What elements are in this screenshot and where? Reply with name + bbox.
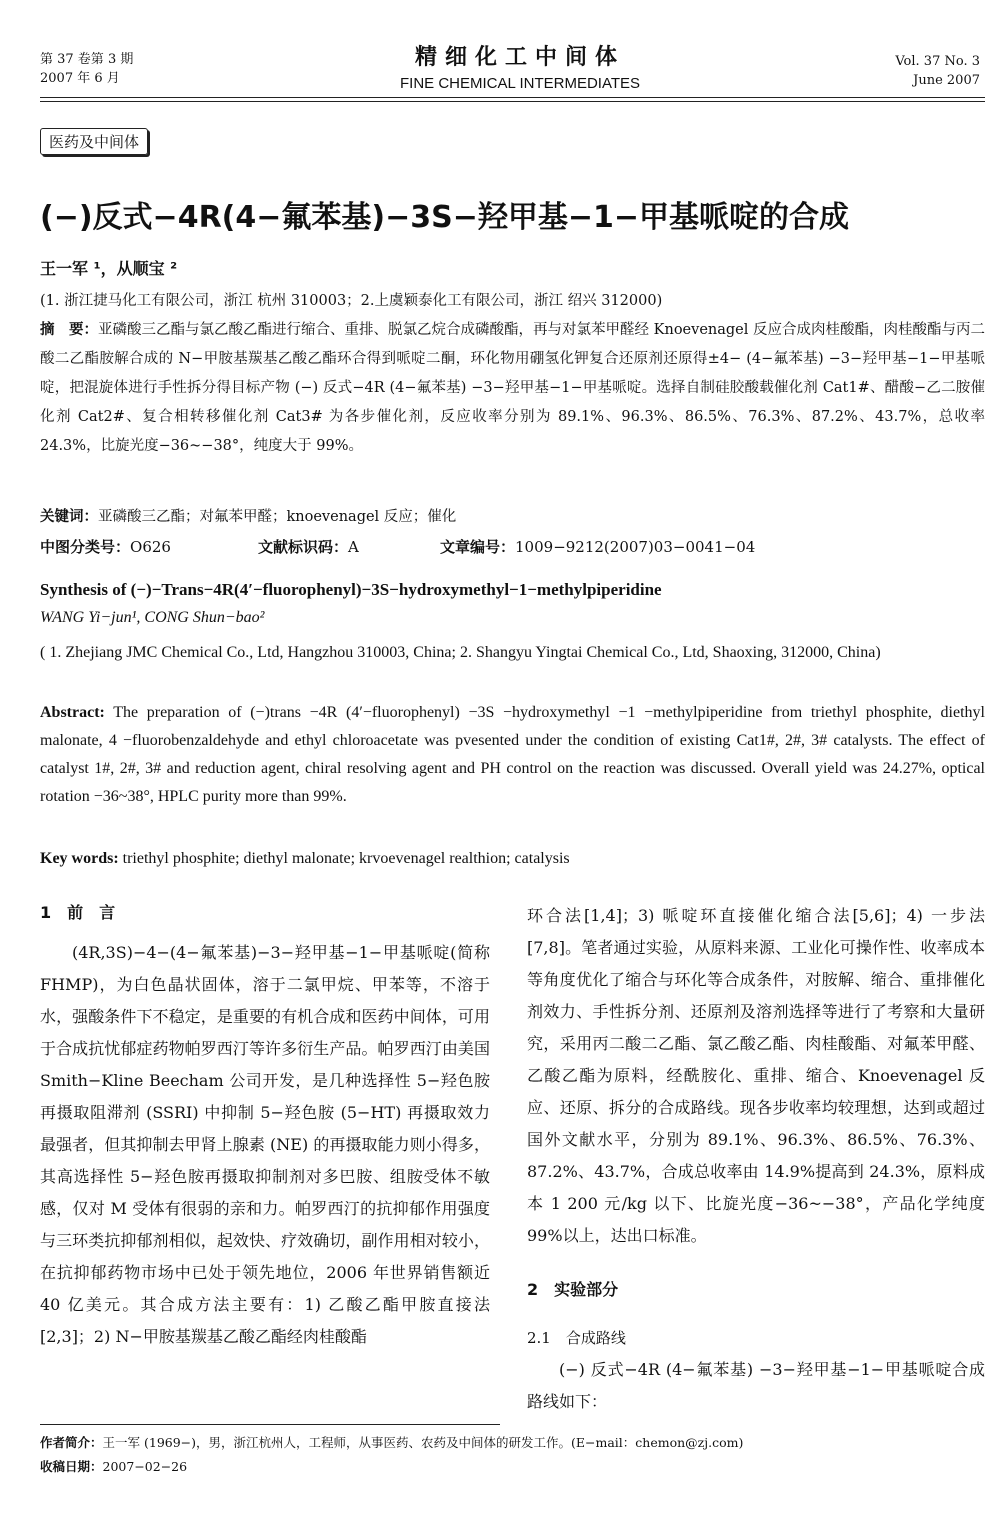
abstract-en: [40, 699, 985, 811]
keywords-cn-text: 亚磷酸三乙酯；对氟苯甲醛；knoevenagel 反应；催化: [98, 509, 457, 525]
authors-en: WANG Yi−jun¹, CONG Shun−bao²: [40, 609, 265, 626]
article-no-value: 1009−9212(2007)03−0041−04: [515, 538, 756, 556]
article-title-en: Synthesis of (−)−Trans−4R(4′−fluorophenyl)−3S−hydroxymethyl−1−methylpiperidine: [40, 580, 662, 599]
section-1-heading: 1 前 言: [40, 903, 116, 922]
received-date-label: 收稿日期：: [40, 1459, 103, 1474]
left-column: [40, 897, 490, 1353]
article-number: [440, 536, 755, 557]
abstract-cn: [40, 316, 985, 461]
keywords-en-label: Key words:: [40, 850, 119, 867]
received-date-footnote: [40, 1456, 187, 1478]
volume-en: Vol. 37 No. 3: [895, 54, 980, 69]
keywords-cn-label: 关键词：: [40, 509, 98, 525]
abstract-cn-label: 摘 要：: [40, 322, 99, 338]
issue-info-cn: [40, 50, 133, 88]
footnote-rule: [40, 1424, 500, 1425]
abstract-en-label: Abstract:: [40, 704, 105, 721]
abstract-en-text: The preparation of (−)trans −4R (4′−fluorophenyl) −3S −hydroxymethyl −1 −methylpiperidine from triethyl phosphite, diethyl malonate, 4 −fluorobenzaldehyde and ethyl chloroacetate was pvesented under the condition of existing Cat1#, 2#, 3# catalysts. The effect of catalyst 1#, 2#, 3# and reduction agent, chiral resolving agent and PH control on the reaction was discussed. Overall yield was 24.27%, optical rotation −36~38°, HPLC purity more than 99%.: [40, 704, 985, 805]
synthesis-route-intro: (−) 反式−4R (4−氟苯基) −3−羟甲基−1−甲基哌啶合成路线如下：: [527, 1360, 985, 1411]
article-no-label: 文章编号：: [440, 538, 516, 556]
received-date-text: 2007−02−26: [102, 1459, 188, 1474]
keywords-cn: [40, 503, 985, 532]
author-bio-text: 王一军 (1969−)，男，浙江杭州人，工程师，从事医药、农药及中间体的研发工作。(E−mail：chemon@zj.com): [102, 1435, 744, 1450]
clc-value: O626: [130, 538, 171, 556]
document-code: [258, 536, 359, 557]
section-2-heading: 2 实验部分: [527, 1280, 619, 1299]
author-bio-label: 作者简介：: [40, 1435, 103, 1450]
keywords-en-text: triethyl phosphite; diethyl malonate; krvoevenagel realthion; catalysis: [122, 850, 570, 867]
doc-code-value: A: [348, 538, 359, 556]
author-bio-footnote: [40, 1432, 743, 1454]
right-column: [527, 900, 985, 1418]
header-rule: [40, 97, 985, 98]
journal-title: [340, 40, 700, 92]
keywords-en: [40, 845, 985, 873]
header-rule-thin: [40, 101, 985, 102]
volume-cn: 第 37 卷第 3 期: [40, 52, 134, 67]
date-cn: 2007 年 6 月: [40, 71, 120, 86]
affiliation-cn: (1. 浙江捷马化工有限公司，浙江 杭州 310003；2.上虞颖泰化工有限公司，浙江 绍兴 312000): [40, 293, 663, 309]
intro-paragraph: (4R,3S)−4−(4−氟苯基)−3−羟甲基−1−甲基哌啶(简称 FHMP)，为白色晶状固体，溶于二氯甲烷、甲苯等，不溶于水，强酸条件下不稳定，是重要的有机合成和医药中间体，可用于合成抗忧郁症药物帕罗西汀等许多衍生产品。帕罗西汀由美国 Smith−Kline Beecham 公司开发，是几种选择性 5−羟色胺再摄取阻滞剂 (SSRI) 中抑制 5−羟色胺 (5−HT) 再摄取效力最强者，但其抑制去甲肾上腺素 (NE) 的再摄取能力则小得多，其高选择性 5−羟色胺再摄取抑制剂对多巴胺、组胺受体不敏感，仅对 M 受体有很弱的亲和力。帕罗西汀的抗抑郁作用强度与三环类抗抑郁剂相似，起效快、疗效确切，副作用相对较小，在抗抑郁药物市场中已处于领先地位，2006 年世界销售额近 40 亿美元。其合成方法主要有：1) 乙酸乙酯甲胺直接法[2,3]；2) N−甲胺基羰基乙酸乙酯经肉桂酸酯: [40, 943, 490, 1346]
abstract-cn-text: 亚磷酸三乙酯与氯乙酸乙酯进行缩合、重排、脱氯乙烷合成磷酸酯，再与对氯苯甲醛经 Knoevenagel 反应合成肉桂酸酯，肉桂酸酯与丙二酸二乙酯胺解合成的 N−甲胺基羰基乙酸乙酯环合得到哌啶二酮，环化物用硼氢化钾复合还原剂还原得±4− (4−氟苯基) −3−羟甲基−1−甲基哌啶，把混旋体进行手性拆分得目标产物 (−) 反式−4R (4−氟苯基) −3−羟甲基−1−甲基哌啶。选择自制硅胶酸载催化剂 Cat1#、醋酸−乙二胺催化剂 Cat2#、复合相转移催化剂 Cat3# 为各步催化剂，反应收率分别为 89.1%、96.3%、86.5%、76.3%、87.2%、43.7%，总收率 24.3%，比旋光度−36~−38°，纯度大于 99%。: [40, 322, 986, 454]
clc-number: [40, 536, 171, 557]
affiliation-en: ( 1. Zhejiang JMC Chemical Co., Ltd, Hangzhou 310003, China; 2. Shangyu Yingtai Chemical Co., Ltd, Shaoxing, 312000, China): [40, 644, 881, 661]
journal-title-cn: 精细化工中间体: [414, 45, 625, 70]
issue-info-en: [895, 52, 980, 90]
date-en: June 2007: [913, 73, 980, 88]
article-title-cn: (−)反式−4R(4−氟苯基)−3S−羟甲基−1−甲基哌啶的合成: [40, 200, 850, 235]
journal-title-en: FINE CHEMICAL INTERMEDIATES: [399, 75, 641, 92]
authors-cn: 王一军 ¹，从顺宝 ²: [40, 259, 178, 278]
doc-code-label: 文献标识码：: [258, 538, 349, 556]
section-2-1-heading: 2.1 合成路线: [527, 1329, 626, 1347]
clc-label: 中图分类号：: [40, 538, 131, 556]
category-tag: 医药及中间体: [40, 128, 148, 155]
intro-paragraph-continued: 环合法[1,4]；3) 哌啶环直接催化缩合法[5,6]；4) 一步法[7,8]。笔者通过实验，从原料来源、工业化可操作性、收率成本等角度优化了缩合与环化等合成条件，对胺解、缩合、重排催化剂效力、手性拆分剂、还原剂及溶剂选择等进行了考察和大量研究，采用丙二酸二乙酯、氯乙酸乙酯、肉桂酸酯、对氟苯甲醛、乙酸乙酯为原料，经酰胺化、重排、缩合、Knoevenagel 反应、还原、拆分的合成路线。现各步收率均较理想，达到或超过国外文献水平，分别为 89.1%、96.3%、86.5%、76.3%、87.2%、43.7%，合成总收率由 14.9%提高到 24.3%，原料成本 1 200 元/kg 以下、比旋光度−36~−38°，产品化学纯度 99%以上，达出口标准。: [527, 906, 985, 1245]
